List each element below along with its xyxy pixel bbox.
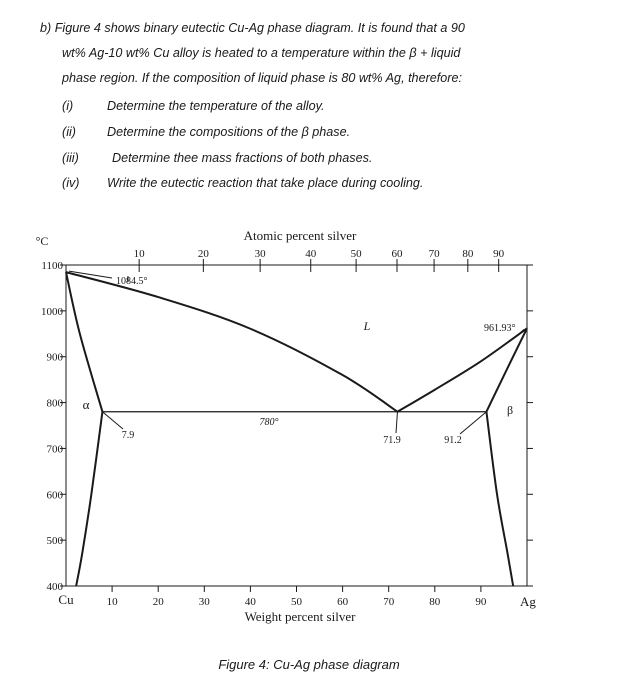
top-axis-label: Atomic percent silver [243,228,357,243]
liquid-phase-label: L [363,319,371,333]
subquestion-number: (ii) [62,125,76,139]
top-tick-label: 30 [254,248,266,260]
beta-phase-label: β [506,403,514,417]
top-tick-label: 20 [197,248,209,260]
x-tick-label: 50 [291,596,302,608]
beta-max-label: 91.2 [444,435,462,446]
question-line-3: phase region. If the composition of liquid phase is 80 wt% Ag, therefore: [62,71,462,85]
subquestion-text: Determine the temperature of the alloy. [107,99,325,113]
x-tick-label: 20 [152,596,164,608]
x-tick-label: 60 [337,596,349,608]
cu-melting-label: 1084.5° [116,276,148,287]
top-tick-label: 50 [350,248,362,260]
liquidus-left-curve [66,272,397,412]
y-tick-label: 400 [46,581,63,593]
cu-end-label: Cu [58,592,74,607]
beta-max-leader [460,412,486,434]
eutectic-leader [396,412,397,433]
y-tick-label: 700 [46,443,63,456]
y-tick-label: 800 [46,397,63,410]
figure-caption: Figure 4: Cu-Ag phase diagram [218,657,400,672]
solvus-alpha-curve [76,412,102,586]
top-tick-label: 80 [462,248,474,260]
x-tick-label: 40 [244,596,256,608]
y-tick-label: 900 [46,351,63,364]
top-tick-label: 90 [493,248,505,260]
y-tick-label: 1100 [41,260,63,272]
ag-melting-label: 961.93° [484,323,516,334]
subquestion-number: (iii) [62,151,79,165]
subquestion-text: Determine thee mass fractions of both phases. [112,151,373,165]
subquestion-text: Determine the compositions of the β phase. [107,125,351,139]
subquestion-number: (i) [62,99,74,113]
subquestion-text: Write the eutectic reaction that take place during cooling. [107,176,424,190]
top-tick-label: 10 [133,248,145,260]
subquestion-number: (iv) [62,176,80,190]
x-tick-label: 10 [106,596,118,608]
x-tick-label: 30 [198,596,210,608]
y-tick-label: 1000 [41,305,63,318]
x-axis-label: Weight percent silver [244,609,356,624]
solidus-beta-curve [486,328,527,411]
question-line-1: b) Figure 4 shows binary eutectic Cu-Ag phase diagram. It is found that a 90 [40,21,465,35]
alpha-max-label: 7.9 [121,430,135,441]
solidus-alpha-curve [66,272,102,412]
diagram-geometry [41,248,533,608]
plot-frame [66,265,527,586]
solvus-beta-curve [486,412,513,586]
eutectic-comp-label: 71.9 [383,435,401,446]
y-unit-label: °C [35,234,49,248]
x-tick-label: 80 [429,596,441,608]
top-tick-label: 40 [305,248,317,260]
eutectic-temp-label: 780° [259,417,279,428]
x-tick-label: 90 [475,596,487,608]
top-tick-label: 70 [428,248,440,260]
y-tick-label: 600 [46,489,63,502]
ag-end-label: Ag [520,594,536,609]
x-tick-label: 70 [383,596,395,608]
question-line-2: wt% Ag-10 wt% Cu alloy is heated to a temperature within the β + liquid [62,46,461,60]
top-tick-label: 60 [391,248,403,260]
y-tick-label: 500 [46,535,63,548]
alpha-phase-label: α [82,397,90,412]
alpha-max-leader [102,412,123,429]
